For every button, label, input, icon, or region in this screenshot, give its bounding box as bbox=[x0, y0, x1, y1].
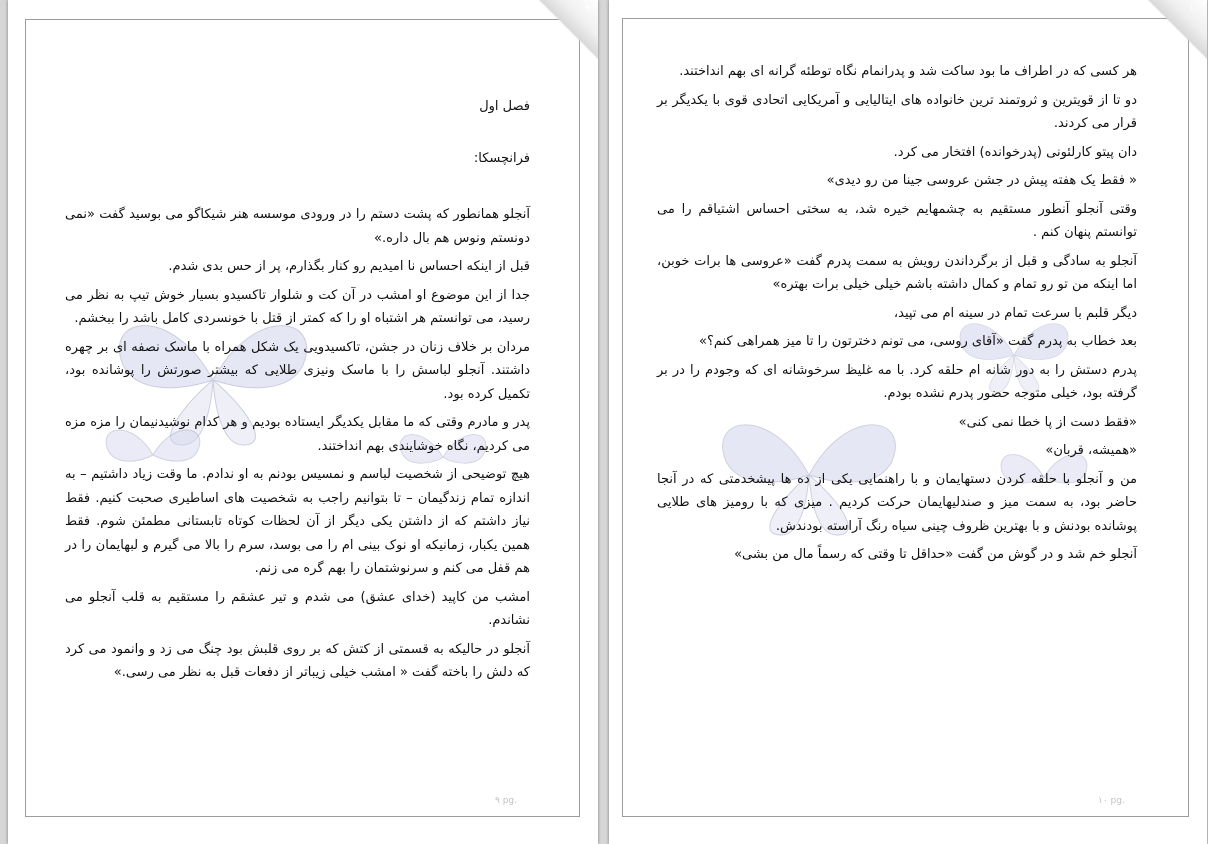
page-footer-number: ۱۰ pg. bbox=[1098, 796, 1125, 806]
paragraph: وقتی آنجلو آنطور مستقیم به چشمهایم خیره شد، به سختی احساس اشتیاقم را می توانستم پنهان کنم . bbox=[657, 201, 1137, 240]
document-page-10 bbox=[609, 0, 1207, 844]
paragraph: دان پیتو کارلئونی (پدرخوانده) افتخار می کرد. bbox=[893, 144, 1137, 160]
paragraph: امشب من کاپید (خدای عشق) می شدم و تیر عشقم را مستقیم به قلب آنجلو می نشاندم. bbox=[65, 589, 530, 628]
paragraph: هیچ توضیحی از شخصیت لباسم و نمسیس بودنم به او ندادم. ما وقت زیاد داشتیم – به اندازه تمام زندگیمان – تا بتوانیم راجب به شخصیت های اساطیری صحبت کنیم. فقط نیاز داشتم که از داشتن یکی دیگر از آن لحظات کوتاه تابستانی مطمئن شوم. فقط همین یکبار، زمانیکه او نوک بینی ام را می بوسد، سرم را بالا می گیرم و لبهایمان را در هم قفل می کنم و سرنوشتمان را بهم گره می زنم. bbox=[65, 467, 530, 576]
paragraph: پدر و مادرم وقتی که ما مقابل یکدیگر ایستاده بودیم و هر کدام نوشیدنیمان را مزه مزه می کردیم، نگاه خوشایندی بهم انداختند. bbox=[65, 415, 530, 454]
chapter-title: فصل اول bbox=[479, 99, 530, 114]
paragraph: دیگر قلبم با سرعت تمام در سینه ام می تپید، bbox=[893, 305, 1137, 321]
page-curl bbox=[1147, 0, 1207, 60]
page-text bbox=[657, 60, 1137, 572]
paragraph: بعد خطاب به پدرم گفت «آقای روسی، می تونم دخترتون را تا میز همراهی کنم؟» bbox=[699, 334, 1137, 349]
page-footer-number: ۹ pg. bbox=[495, 796, 517, 806]
paragraph: قبل از اینکه احساس نا امیدیم رو کنار بگذارم، پر از حس بدی شدم. bbox=[168, 259, 530, 274]
paragraph: من و آنجلو با حلقه کردن دستهایمان و با راهنمایی یکی از ده ها پیشخدمتی که در آنجا حاضر بود، به سمت میز و صندلیهایمان حرکت کردیم . میزی که با رومیز های طلایی پوشانده بودنش و با بهترین ظروف چینی سیاه رنگ آراسته بودندش. bbox=[657, 471, 1137, 534]
paragraph: جدا از این موضوع او امشب در آن کت و شلوار تاکسیدو بسیار خوش تیپ به نظر می رسید، می توانستم هر اشتباه او را که کمتر از قتل با خونسردی کامل باشد را ببخشم. bbox=[65, 287, 530, 326]
corner-page-number: ۹ bbox=[585, 4, 590, 14]
page-curl bbox=[538, 0, 598, 60]
paragraph: «فقط دست از پا خطا نمی کنی» bbox=[958, 414, 1137, 430]
paragraph: آنجلو خم شد و در گوش من گفت «حداقل تا وقتی که رسماً مال من بشی» bbox=[734, 547, 1137, 562]
paragraph: « فقط یک هفته پیش در جشن عروسی جینا من رو دیدی» bbox=[826, 173, 1137, 188]
paragraph: دو تا از قویترین و ثروتمند ترین خانواده های ایتالیایی و آمریکایی اتحادی قوی با یکدیگر بر قرار می کردند. bbox=[657, 92, 1137, 131]
paragraph: آنجلو به سادگی و قبل از برگرداندن رویش به سمت پدرم گفت «عروسی ها برات خوبن، اما اینکه من تو رو تمام و کمال داشته باشم خیلی خیلی برات بهتره» bbox=[657, 253, 1137, 292]
document-page-9 bbox=[8, 0, 598, 844]
corner-page-number: ۱۰ bbox=[1189, 4, 1199, 14]
page-text bbox=[65, 95, 530, 690]
paragraph: آنجلو همانطور که پشت دستم را در ورودی موسسه هنر شیکاگو می بوسید گفت «نمی دونستم ونوس هم بال داره.» bbox=[65, 207, 530, 246]
paragraph: آنجلو در حالیکه به قسمتی از کتش که بر روی قلبش بود چنگ می زد و وانمود می کرد که دلش را باخته گفت « امشب خیلی زیباتر از دفعات قبل به نظر می رسی.» bbox=[65, 641, 530, 680]
paragraph: هر کسی که در اطراف ما بود ساکت شد و پدرانمام نگاه توطئه گرانه ای بهم انداختند. bbox=[679, 64, 1137, 79]
paragraph: مردان بر خلاف زنان در جشن، تاکسیدویی یک شکل همراه با ماسک نصفه ای بر چهره داشتند. آنجلو لباسش را با ماسک ونیزی طلایی که بیشتر صورتش را پوشانده بود، تکمیل کرده بود. bbox=[65, 339, 530, 402]
narrator-heading: فرانچسکا: bbox=[473, 150, 530, 166]
paragraph: «همیشه، قربان» bbox=[1045, 443, 1137, 458]
paragraph: پدرم دستش را به دور شانه ام حلقه کرد. با مه غلیظ سرخوشانه ای که وجودم را در بر گرفته بود، خیلی متوجه حضور پدرم نشده بودم. bbox=[657, 362, 1137, 401]
